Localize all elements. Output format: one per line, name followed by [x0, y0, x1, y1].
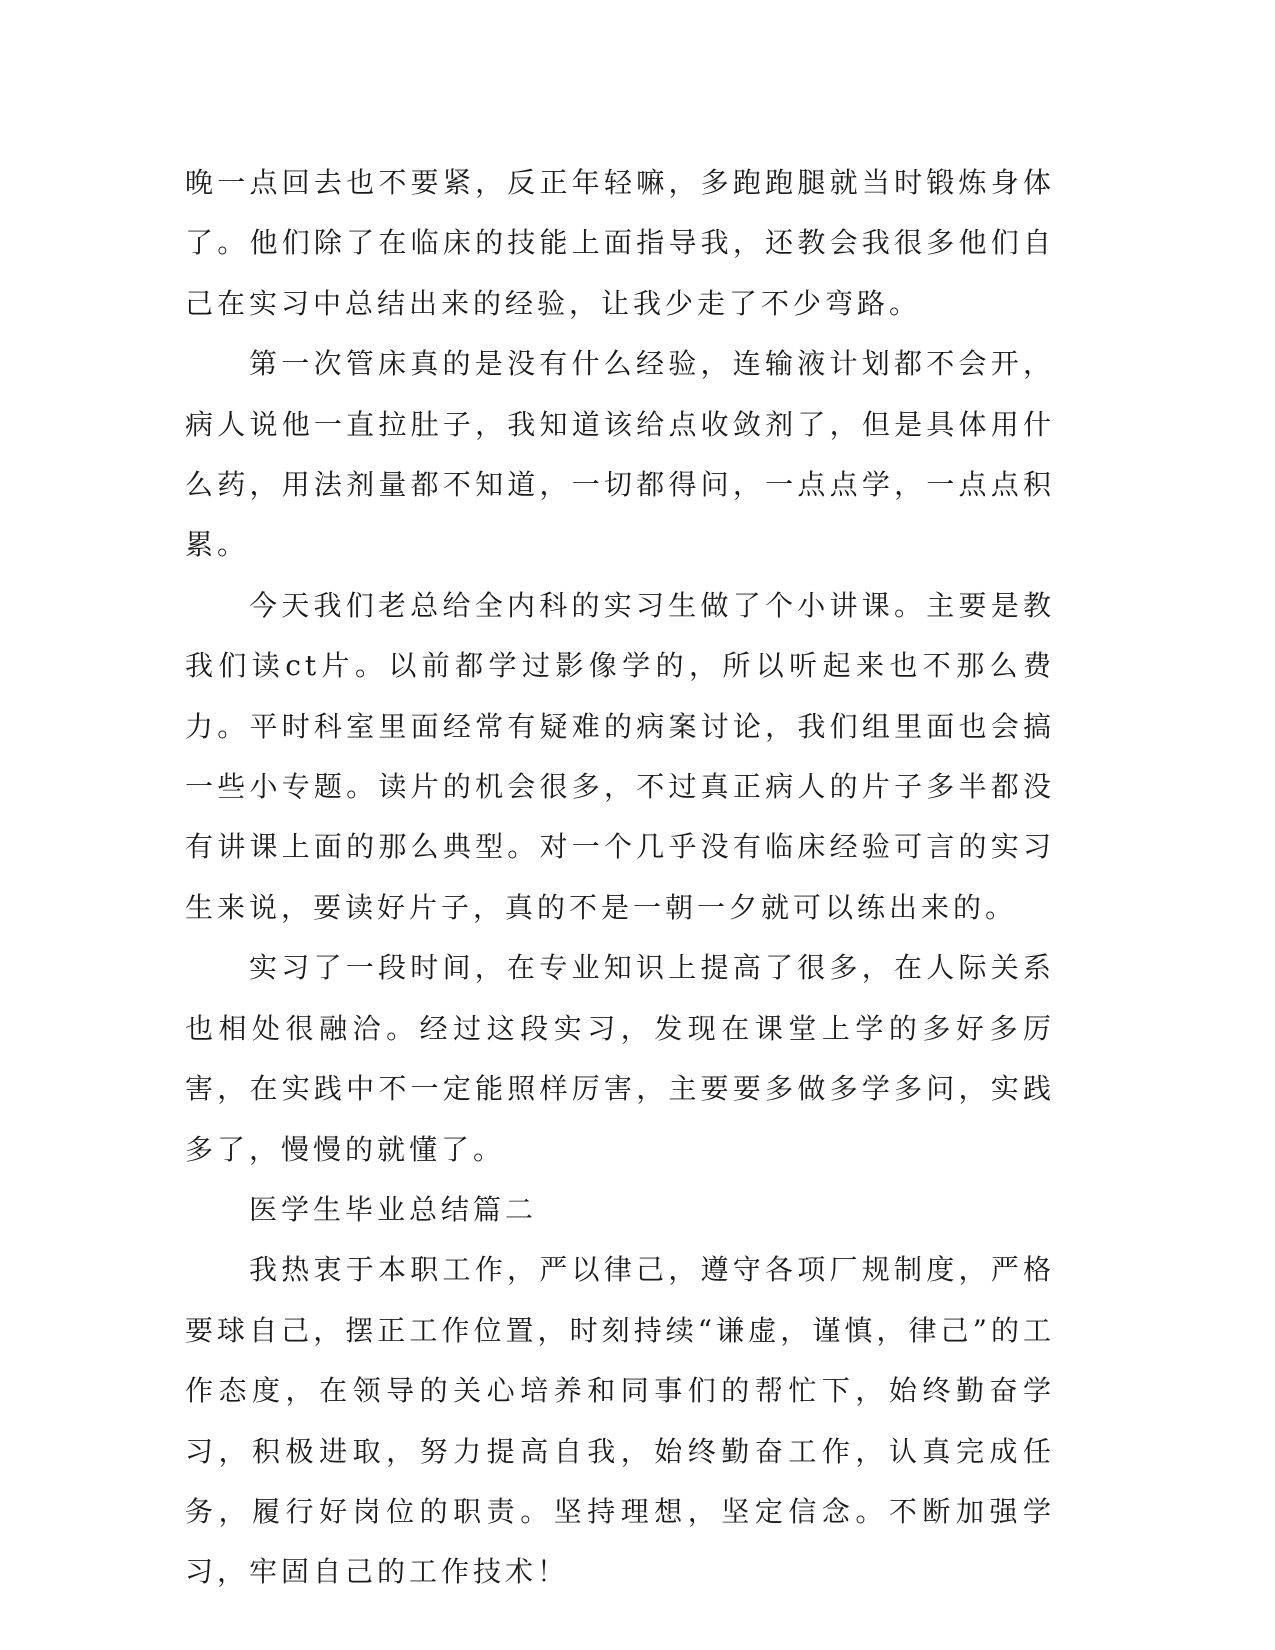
- paragraph-continuation: 晚一点回去也不要紧，反正年轻嘛，多跑跑腿就当时锻炼身体了。他们除了在临床的技能上面指导我，还教会我很多他们自己在实习中总结出来的经验，让我少走了不少弯路。: [185, 166, 1055, 320]
- paragraph-internship-summary: 实习了一段时间，在专业知识上提高了很多，在人际关系也相处很融洽。经过这段实习，发现在课堂上学的多好多厉害，在实践中不一定能照样厉害，主要要多做多学多问，实践多了，慢慢的就懂了。: [185, 951, 1055, 1166]
- paragraph-work-attitude: 我热衷于本职工作，严以律己，遵守各项厂规制度，严格要球自己，摆正工作位置，时刻持续“谦虚，谨慎，律己”的工作态度，在领导的关心培养和同事们的帮忙下，始终勤奋学习，积极进取，努力提高自我，始终勤奋工作，认真完成任务，履行好岗位的职责。坚持理想，坚定信念。不断加强学习，牢固自己的工作技术！: [185, 1253, 1055, 1589]
- section-heading: 医学生毕业总结篇二: [249, 1192, 538, 1226]
- paragraph-first-bed: 第一次管床真的是没有什么经验，连输液计划都不会开，病人说他一直拉肚子，我知道该给点收敛剂了，但是具体用什么药，用法剂量都不知道，一切都得问，一点点学，一点点积累。: [185, 347, 1055, 562]
- document-body: [185, 153, 1055, 1603]
- paragraph-ct-lecture: 今天我们老总给全内科的实习生做了个小讲课。主要是教我们读ct片。以前都学过影像学的，所以听起来也不那么费力。平时科室里面经常有疑难的病案讨论，我们组里面也会搞一些小专题。读片的机会很多，不过真正病人的片子多半都没有讲课上面的那么典型。对一个几乎没有临床经验可言的实习生来说，要读好片子，真的不是一朝一夕就可以练出来的。: [185, 588, 1055, 924]
